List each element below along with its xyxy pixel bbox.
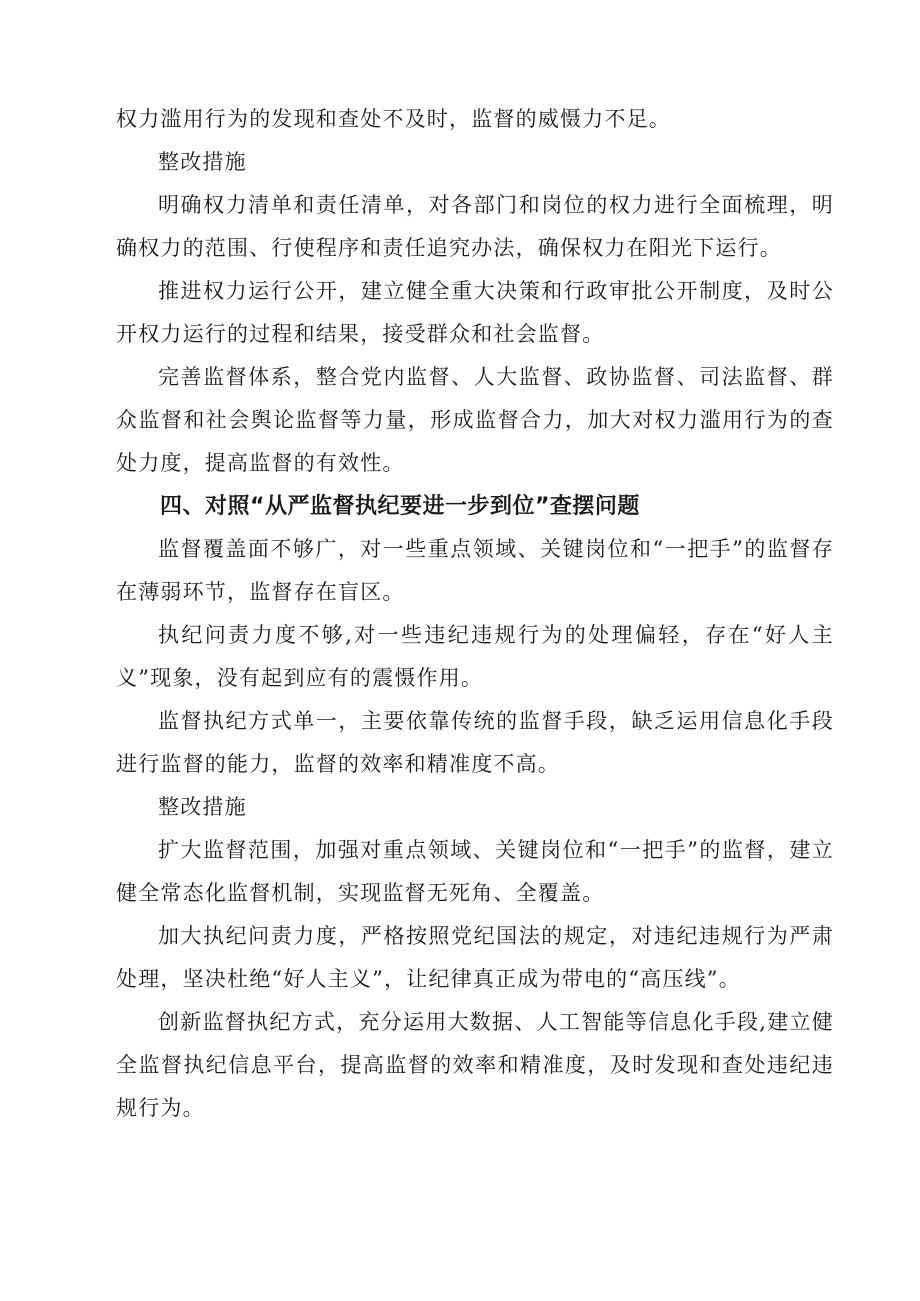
paragraph-power-list: 明确权力清单和责任清单，对各部门和岗位的权力进行全面梳理，明确权力的范围、行使程序和责任追究办法，确保权力在阳光下运行。 [116,193,834,260]
section-heading-4: 四、对照“从严监督执纪要进一步到位”查摆问题 [160,494,640,519]
paragraph-power-openness: 推进权力运行公开，建立健全重大决策和行政审批公开制度，及时公开权力运行的过程和结果，接受群众和社会监督。 [116,279,834,346]
document-page [116,98,834,1130]
paragraph-coverage-issue: 监督覆盖面不够广，对一些重点领域、关键岗位和“一把手”的监督存在薄弱环节，监督存在盲区。 [116,537,834,604]
paragraph-continuation: 权力滥用行为的发现和查处不及时，监督的威慑力不足。 [116,107,671,131]
paragraph-accountability-issue: 执纪问责力度不够,对一些违纪违规行为的处理偏轻，存在“好人主义”现象，没有起到应有的震慑作用。 [116,623,834,690]
subheading-rectification-2: 整改措施 [158,795,247,819]
paragraph-expand-scope: 扩大监督范围，加强对重点领域、关键岗位和“一把手”的监督，建立健全常态化监督机制，实现监督无死角、全覆盖。 [116,838,834,905]
paragraph-supervision-system: 完善监督体系，整合党内监督、人大监督、政协监督、司法监督、群众监督和社会舆论监督等力量，形成监督合力，加大对权力滥用行为的查处力度，提高监督的有效性。 [116,365,834,475]
paragraph-innovate-methods: 创新监督执纪方式，充分运用大数据、人工智能等信息化手段,建立健全监督执纪信息平台，提高监督的效率和精准度，及时发现和查处违纪违规行为。 [116,1010,834,1120]
paragraph-method-issue: 监督执纪方式单一，主要依靠传统的监督手段，缺乏运用信息化手段进行监督的能力，监督的效率和精准度不高。 [116,709,834,776]
subheading-rectification-1: 整改措施 [158,150,247,174]
paragraph-strengthen-accountability: 加大执纪问责力度，严格按照党纪国法的规定，对违纪违规行为严肃处理，坚决杜绝“好人主义”，让纪律真正成为带电的“高压线”。 [116,924,834,991]
